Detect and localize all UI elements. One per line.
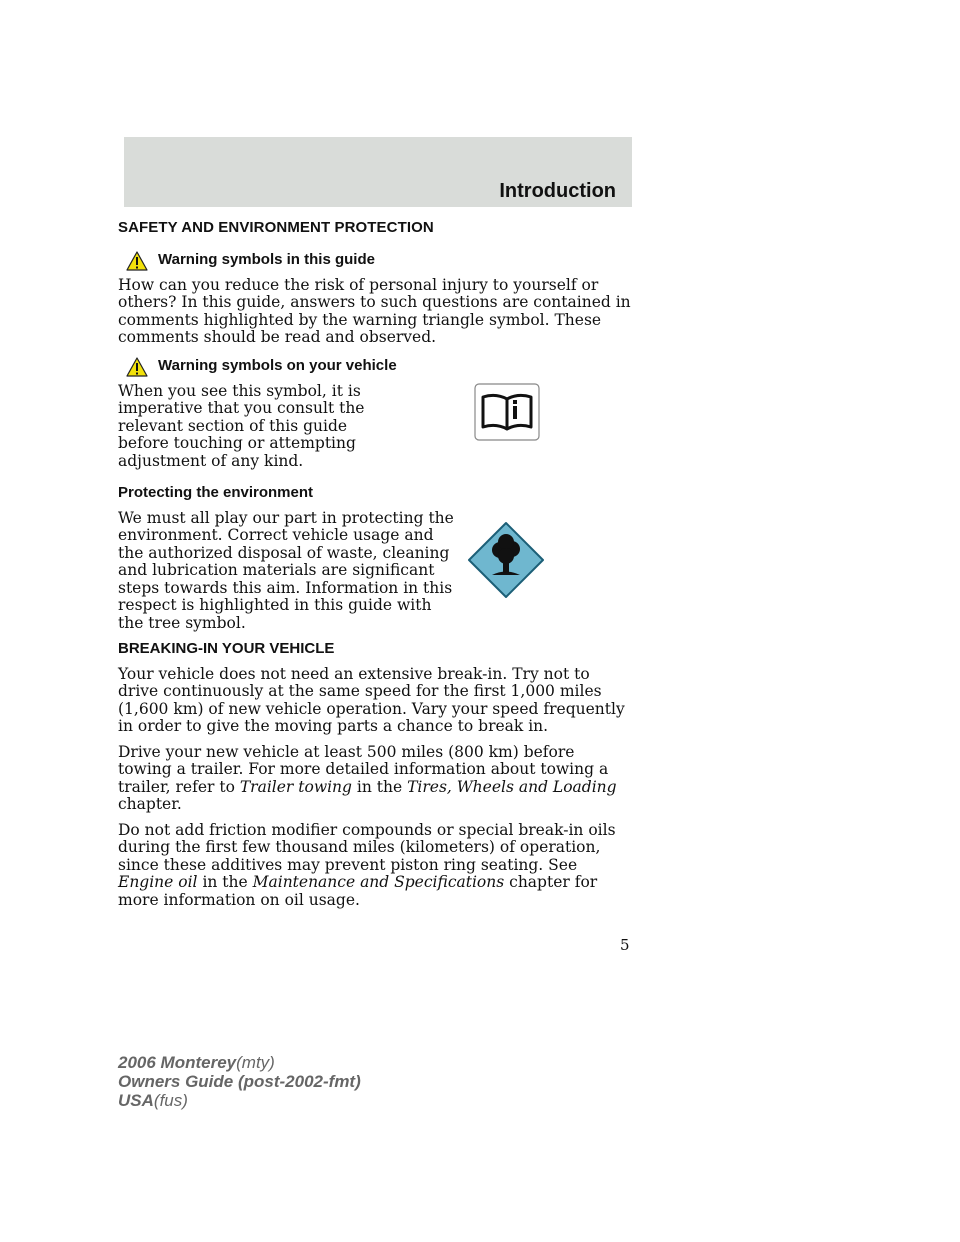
warning-triangle-icon xyxy=(126,357,148,377)
chapter-title: Introduction xyxy=(499,180,616,202)
paragraph-environment: We must all play our part in protecting the environment. Correct vehicle usage and the authorized disposal of waste, cleaning and lubrication materials are significant steps towards this aim. Information in this respect is highlighted in this guide with the tree symbol. xyxy=(118,508,454,632)
text: Drive your new vehicle at least 500 miles (800 km) before towing a trailer. For more detailed information about towing a trailer, refer to xyxy=(118,742,609,796)
tree-environment-icon xyxy=(466,520,546,600)
reference-maintenance-chapter: Maintenance and Specifications xyxy=(252,873,505,891)
footer-market: USA xyxy=(118,1091,154,1110)
footer-market-code: (fus) xyxy=(153,1091,188,1110)
text: chapter. xyxy=(118,795,182,813)
text: chapter for more information on oil usage. xyxy=(118,873,598,909)
footer-model-code: (mty) xyxy=(236,1053,275,1072)
subsection-header-warning-vehicle xyxy=(118,355,632,377)
reference-trailer-towing: Trailer towing xyxy=(239,777,352,796)
paragraph-breakin-2 xyxy=(118,744,632,814)
subsection-heading-warning-guide: Warning symbols in this guide xyxy=(158,250,375,268)
reference-engine-oil: Engine oil xyxy=(118,873,198,891)
document-footer xyxy=(118,1053,361,1110)
section-heading-breakin: BREAKING-IN YOUR VEHICLE xyxy=(118,640,335,657)
subsection-heading-environment: Protecting the environment xyxy=(118,484,314,501)
page-content xyxy=(118,219,632,917)
text: in the xyxy=(351,777,408,796)
warning-triangle-icon xyxy=(126,251,148,271)
page-number: 5 xyxy=(620,936,630,954)
paragraph-warning-vehicle: When you see this symbol, it is imperative that you consult the relevant section of this guide before touching or attempting adjustment of any kind. xyxy=(118,382,365,470)
owner-manual-symbol-icon xyxy=(474,383,540,441)
subsection-header-warning-guide xyxy=(118,249,632,271)
paragraph-breakin-3 xyxy=(118,822,632,910)
footer-guide: Owners Guide (post-2002-fmt) xyxy=(118,1072,361,1091)
chapter-header-band xyxy=(124,137,632,207)
text: in the xyxy=(197,873,253,891)
footer-model: 2006 Monterey xyxy=(118,1053,237,1072)
text: Do not add friction modifier compounds or special break-in oils during the first few thousand miles (kilometers) of operation, since these additives may prevent piston ring seating. See xyxy=(118,820,616,874)
paragraph-warning-guide: How can you reduce the risk of personal injury to yourself or others? In this guide, answers to such questions are contained in comments highlighted by the warning triangle symbol. These comments should be read and observed. xyxy=(118,275,631,346)
paragraph-breakin-1: Your vehicle does not need an extensive break-in. Try not to drive continuously at the same speed for the first 1,000 miles (1,600 km) of new vehicle operation. Vary your speed frequently in order to give the moving parts a chance to break in. xyxy=(118,664,625,735)
subsection-heading-warning-vehicle: Warning symbols on your vehicle xyxy=(158,356,397,374)
section-heading-safety: SAFETY AND ENVIRONMENT PROTECTION xyxy=(118,219,434,236)
reference-tires-chapter: Tires, Wheels and Loading xyxy=(407,777,617,796)
